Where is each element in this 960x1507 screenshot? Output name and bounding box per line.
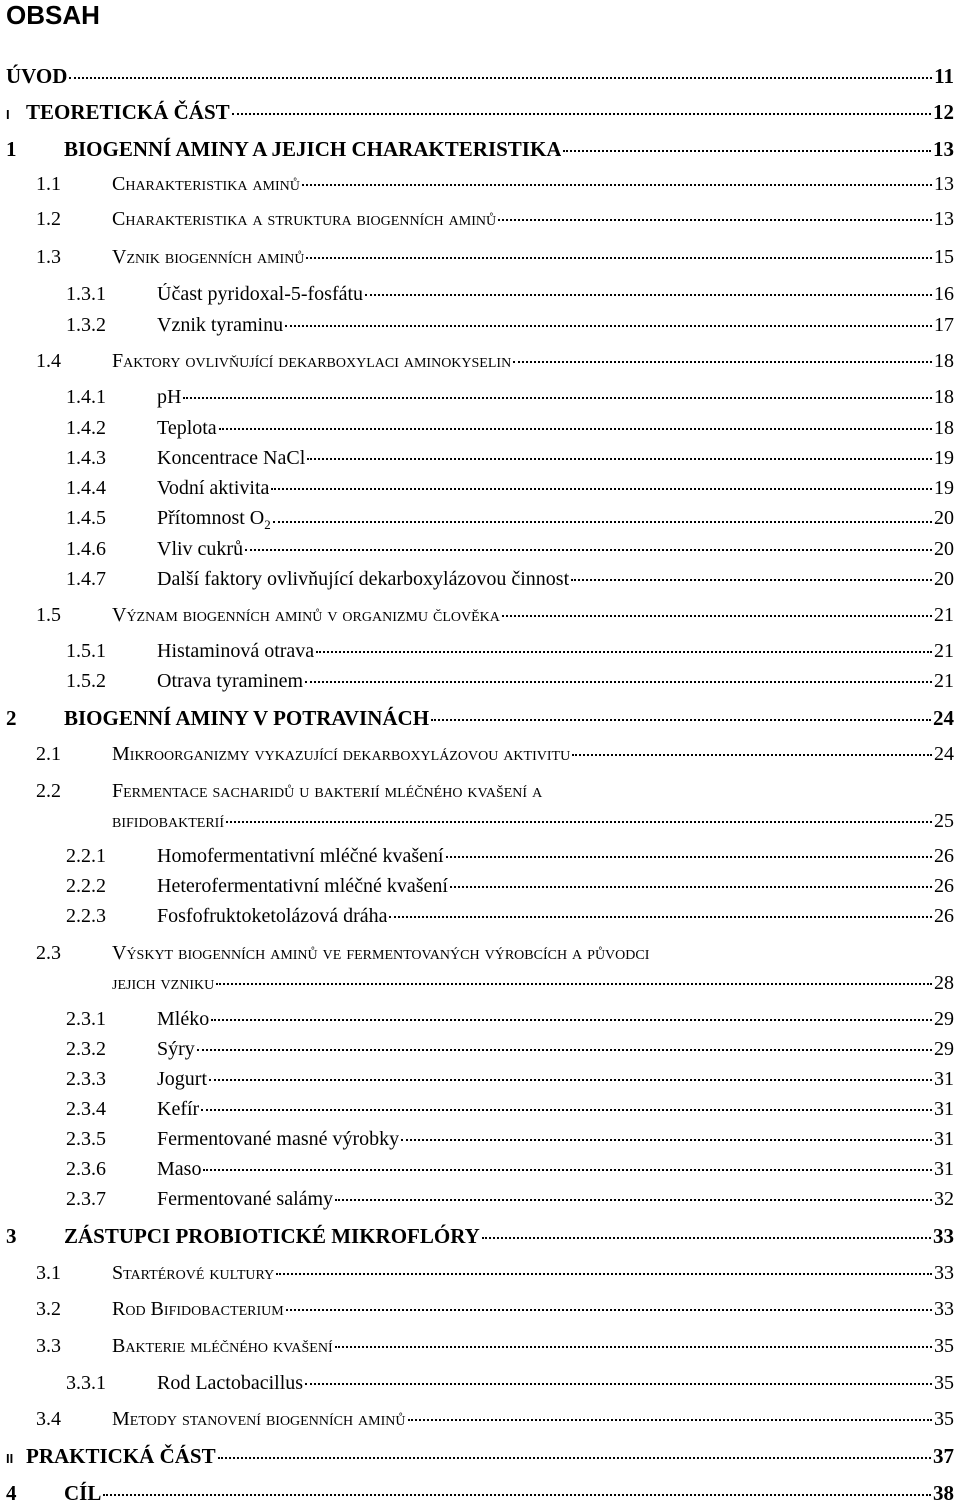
toc-entry-number: 1.4.6: [66, 538, 106, 560]
toc-entry-page: 13: [934, 173, 954, 195]
toc-entry-page: 18: [934, 417, 954, 439]
toc-entry-number: 3.2: [36, 1298, 61, 1320]
dot-leader: [571, 579, 932, 581]
toc-entry-title: Vodní aktivita: [157, 477, 270, 499]
dot-leader: [446, 856, 932, 858]
toc-entry-number: 2: [6, 706, 17, 730]
toc-entry-page: 18: [934, 386, 954, 408]
toc-entry-number: 1.4.3: [66, 447, 106, 469]
toc-entry-number: 1.4.1: [66, 386, 106, 408]
toc-entry-title-continued: bifidobakterií: [112, 810, 224, 832]
toc-entry[interactable]: [36, 208, 954, 231]
toc-entry-page: 11: [934, 64, 954, 88]
toc-entry-number: 2.1: [36, 743, 61, 765]
toc-entry-page: 38: [933, 1481, 954, 1505]
toc-entry[interactable]: [66, 1158, 954, 1181]
toc-entry-number: 2.3.4: [66, 1098, 106, 1120]
toc-entry-title: BIOGENNÍ AMINY V POTRAVINÁCH: [64, 706, 430, 730]
dot-leader: [450, 886, 932, 888]
toc-entry[interactable]: [66, 1128, 954, 1151]
dot-leader: [335, 1199, 932, 1201]
toc-entry-number: I: [6, 107, 10, 122]
toc-entry-page: 16: [934, 283, 954, 305]
toc-entry-number: 1.2: [36, 208, 61, 230]
toc-entry-number: 1.3: [36, 246, 61, 268]
toc-entry-title: pH: [157, 386, 182, 408]
toc-entry-page: 26: [934, 905, 954, 927]
toc-entry[interactable]: [66, 538, 954, 561]
dot-leader: [316, 651, 932, 653]
toc-entry-number: 3.3: [36, 1335, 61, 1357]
toc-entry-number: 2.3.6: [66, 1158, 106, 1180]
toc-entry[interactable]: [36, 1262, 954, 1285]
toc-entry-title: Vliv cukrů: [157, 538, 244, 560]
toc-entry-title: Další faktory ovlivňující dekarboxylázovou činnost: [157, 568, 570, 590]
toc-entry[interactable]: [36, 743, 954, 766]
toc-entry-page: 26: [934, 845, 954, 867]
toc-entry-page: 24: [933, 706, 954, 730]
toc-entry-title: Histaminová otrava: [157, 640, 315, 662]
toc-entry-number: 1: [6, 137, 17, 161]
toc-entry[interactable]: [6, 1224, 954, 1249]
dot-leader: [306, 257, 932, 259]
dot-leader: [365, 294, 932, 296]
toc-entry-number: 1.5.1: [66, 640, 106, 662]
dot-leader: [271, 488, 932, 490]
toc-entry-number: 2.3.3: [66, 1068, 106, 1090]
toc-entry-number: 1.5.2: [66, 670, 106, 692]
dot-leader: [209, 1079, 932, 1081]
toc-entry-page: 29: [934, 1038, 954, 1060]
toc-entry-page: 31: [934, 1158, 954, 1180]
toc-entry-page: 15: [934, 246, 954, 268]
toc-entry-title: Vznik tyraminu: [157, 314, 284, 336]
toc-entry-number: 3.1: [36, 1262, 61, 1284]
toc-entry-title: Fosfofruktoketolázová dráha: [157, 905, 388, 927]
dot-leader: [69, 77, 932, 79]
toc-entry[interactable]: [112, 810, 954, 833]
toc-entry[interactable]: [66, 507, 954, 533]
dot-leader: [307, 458, 932, 460]
toc-entry-page: 19: [934, 447, 954, 469]
toc-entry-title: Faktory ovlivňující dekarboxylaci aminokyselin: [112, 350, 512, 372]
dot-leader: [335, 1346, 932, 1348]
toc-entry[interactable]: [66, 905, 954, 928]
dot-leader: [482, 1237, 931, 1239]
toc-entry-title: Fermentace sacharidů u bakterií mléčného kvašení a: [112, 780, 543, 802]
toc-entry[interactable]: [6, 137, 954, 162]
toc-entry[interactable]: [6, 1481, 954, 1506]
toc-entry-page: 21: [934, 640, 954, 662]
toc-entry-number: 1.4.2: [66, 417, 106, 439]
dot-leader: [203, 1169, 932, 1171]
toc-entry-title: Charakteristika aminů: [112, 173, 300, 195]
dot-leader: [273, 521, 932, 523]
toc-entry[interactable]: [6, 100, 954, 125]
toc-entry-page: 33: [933, 1224, 954, 1248]
toc-entry-number: 1.1: [36, 173, 61, 195]
toc-entry-number: 2.3.5: [66, 1128, 106, 1150]
dot-leader: [572, 754, 932, 756]
toc-entry[interactable]: [66, 1372, 954, 1395]
toc-entry-page: 12: [933, 100, 954, 124]
toc-entry[interactable]: [36, 1298, 954, 1321]
dot-leader: [431, 719, 931, 721]
toc-entry[interactable]: [36, 604, 954, 627]
toc-entry[interactable]: [36, 173, 954, 196]
toc-entry-page: 13: [933, 137, 954, 161]
toc-entry[interactable]: [66, 1098, 954, 1121]
toc-entry[interactable]: [6, 1444, 954, 1469]
toc-entry-title: Vznik biogenních aminů: [112, 246, 305, 268]
toc-entry-page: 35: [934, 1372, 954, 1394]
toc-entry-page: 25: [934, 810, 954, 832]
dot-leader: [302, 184, 932, 186]
toc-entry-title: Startérové kultury: [112, 1262, 275, 1284]
toc-entry-number: 1.4.4: [66, 477, 106, 499]
subscript-2: 2: [264, 517, 271, 532]
toc-entry-page: 32: [934, 1188, 954, 1210]
toc-entry-page: 17: [934, 314, 954, 336]
toc-entry-page: 33: [934, 1298, 954, 1320]
dot-leader: [305, 1383, 932, 1385]
toc-entry-title: Koncentrace NaCl: [157, 447, 306, 469]
dot-leader: [219, 428, 932, 430]
toc-entry[interactable]: [66, 670, 954, 693]
dot-leader: [201, 1109, 932, 1111]
toc-entry-page: 20: [934, 538, 954, 560]
toc-entry-title: Rod Bifidobacterium: [112, 1298, 284, 1320]
toc-entry-page: 20: [934, 507, 954, 529]
toc-entry[interactable]: [6, 64, 954, 89]
toc-entry-page: 28: [934, 972, 954, 994]
toc-entry-number: 2.2: [36, 780, 61, 802]
toc-entry-title: Fermentované masné výrobky: [157, 1128, 400, 1150]
dot-leader: [401, 1139, 932, 1141]
dot-leader: [211, 1019, 932, 1021]
toc-entry-title: Bakterie mléčného kvašení: [112, 1335, 333, 1357]
toc-entry-page: 26: [934, 875, 954, 897]
dot-leader: [563, 150, 931, 152]
dot-leader: [498, 219, 932, 221]
toc-heading: OBSAH: [6, 0, 100, 30]
toc-entry-page: 33: [934, 1262, 954, 1284]
toc-entry-number: 1.4.7: [66, 568, 106, 590]
toc-entry[interactable]: [6, 706, 954, 731]
toc-entry[interactable]: [66, 568, 954, 591]
dot-leader: [232, 113, 931, 115]
toc-entry-title: Maso: [157, 1158, 202, 1180]
toc-entry-page: 19: [934, 477, 954, 499]
dot-leader: [513, 361, 932, 363]
dot-leader: [103, 1494, 931, 1496]
toc-entry-title: Účast pyridoxal-5-fosfátu: [157, 283, 364, 305]
dot-leader: [183, 397, 932, 399]
toc-entry-number: 2.3.1: [66, 1008, 106, 1030]
toc-entry-number: 1.4.5: [66, 507, 106, 529]
toc-entry[interactable]: [66, 1068, 954, 1091]
toc-entry-title: Rod Lactobacillus: [157, 1372, 304, 1394]
toc-entry-title: Výskyt biogenních aminů ve fermentovaných výrobcích a původci: [112, 942, 650, 964]
toc-entry[interactable]: [66, 283, 954, 306]
toc-entry-title: TEORETICKÁ ČÁST: [26, 100, 230, 124]
toc-entry-number: 3: [6, 1224, 17, 1248]
toc-entry-title: Fermentované salámy: [157, 1188, 334, 1210]
toc-entry-title: Sýry: [157, 1038, 195, 1060]
toc-entry-number: 2.2.3: [66, 905, 106, 927]
toc-entry-title: CÍL: [64, 1481, 102, 1505]
toc-entry[interactable]: [36, 246, 954, 269]
toc-entry[interactable]: [66, 640, 954, 663]
toc-entry-title: Jogurt: [157, 1068, 207, 1090]
toc-entry-number: 2.3.2: [66, 1038, 106, 1060]
toc-entry-number: II: [6, 1451, 14, 1466]
toc-entry[interactable]: [66, 477, 954, 500]
dot-leader: [286, 1309, 932, 1311]
toc-entry-title: ZÁSTUPCI PROBIOTICKÉ MIKROFLÓRY: [64, 1224, 480, 1248]
toc-entry[interactable]: [66, 845, 954, 868]
toc-entry-number: 3.3.1: [66, 1372, 106, 1394]
toc-entry[interactable]: [66, 417, 954, 440]
toc-entry-title: Charakteristika a struktura biogenních aminů: [112, 208, 497, 230]
toc-entry[interactable]: [66, 1008, 954, 1031]
toc-entry-title: Teplota: [157, 417, 217, 439]
toc-entry[interactable]: [66, 314, 954, 337]
toc-entry-number: 2.3.7: [66, 1188, 106, 1210]
toc-entry-number: 1.3.2: [66, 314, 106, 336]
dot-leader: [502, 615, 932, 617]
toc-entry-title: Homofermentativní mléčné kvašení: [157, 845, 444, 867]
toc-entry[interactable]: [66, 875, 954, 898]
toc-entry-page: 29: [934, 1008, 954, 1030]
toc-entry[interactable]: [66, 1038, 954, 1061]
toc-entry-title: Mléko: [157, 1008, 210, 1030]
dot-leader: [245, 549, 932, 551]
toc-entry-first-line[interactable]: [36, 780, 542, 803]
toc-entry-page: 18: [934, 350, 954, 372]
dot-leader: [197, 1049, 932, 1051]
toc-entry-title: ÚVOD: [6, 64, 68, 88]
dot-leader: [218, 1457, 931, 1459]
toc-entry-number: 2.3: [36, 942, 61, 964]
toc-entry-title-continued: jejich vzniku: [112, 972, 215, 994]
dot-leader: [305, 681, 932, 683]
toc-entry-title: Kefír: [157, 1098, 200, 1120]
toc-entry-title: Otrava tyraminem: [157, 670, 304, 692]
toc-entry-page: 35: [934, 1408, 954, 1430]
dot-leader: [408, 1419, 933, 1421]
toc-entry-title: BIOGENNÍ AMINY A JEJICH CHARAKTERISTIKA: [64, 137, 562, 161]
toc-entry-number: 1.3.1: [66, 283, 106, 305]
toc-entry-title: PRAKTICKÁ ČÁST: [26, 1444, 216, 1468]
toc-entry-title-text: Přítomnost O: [157, 507, 265, 529]
toc-entry-page: 13: [934, 208, 954, 230]
toc-entry[interactable]: [66, 1188, 954, 1211]
toc-entry[interactable]: [36, 1408, 954, 1431]
toc-entry-number: 4: [6, 1481, 17, 1505]
toc-entry-page: 24: [934, 743, 954, 765]
toc-entry-page: 21: [934, 604, 954, 626]
toc-entry-number: 1.4: [36, 350, 61, 372]
toc-entry-number: 3.4: [36, 1408, 61, 1430]
toc-entry[interactable]: [112, 972, 954, 995]
toc-entry-title: Heterofermentativní mléčné kvašení: [157, 875, 448, 897]
toc-entry-title: Mikroorganizmy vykazující dekarboxylázovou aktivitu: [112, 743, 571, 765]
dot-leader: [276, 1273, 932, 1275]
toc-entry-page: 21: [934, 670, 954, 692]
toc-entry-first-line[interactable]: [36, 942, 649, 965]
toc-entry[interactable]: [36, 350, 954, 373]
toc-entry-number: 1.5: [36, 604, 61, 626]
toc-entry-number: 2.2.1: [66, 845, 106, 867]
toc-entry[interactable]: [66, 447, 954, 470]
toc-entry-page: 35: [934, 1335, 954, 1357]
toc-entry-page: 20: [934, 568, 954, 590]
dot-leader: [389, 916, 932, 918]
toc-entry[interactable]: [36, 1335, 954, 1358]
toc-entry-title: Význam biogenních aminů v organizmu člověka: [112, 604, 500, 626]
dot-leader: [285, 325, 932, 327]
toc-entry-page: 31: [934, 1098, 954, 1120]
toc-entry-page: 37: [933, 1444, 954, 1468]
dot-leader: [226, 821, 932, 823]
toc-entry-number: 2.2.2: [66, 875, 106, 897]
toc-entry-page: 31: [934, 1128, 954, 1150]
toc-entry-title: Metody stanovení biogenních aminů: [112, 1408, 406, 1430]
toc-entry-title: [157, 507, 271, 533]
toc-entry[interactable]: [66, 386, 954, 409]
toc-entry-page: 31: [934, 1068, 954, 1090]
dot-leader: [216, 983, 932, 985]
